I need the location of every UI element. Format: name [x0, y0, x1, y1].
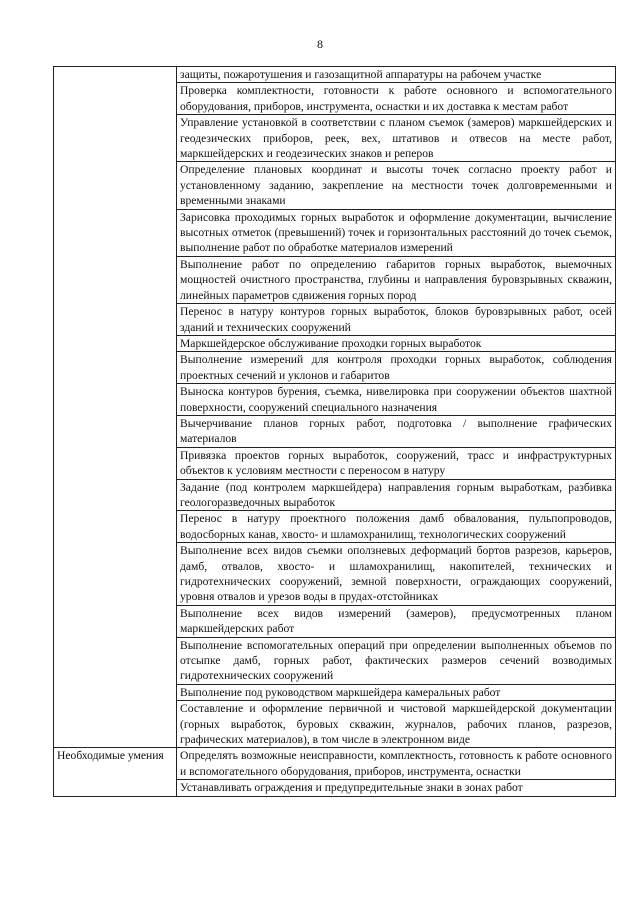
page-number: 8 — [317, 37, 323, 51]
requirement-item: Перенос в натуру проектного положения дамб обвалования, пульпопроводов, водосборных канав, хвосто- и шламохранилищ, технологических сооружений — [177, 511, 616, 543]
requirement-item: Вычерчивание планов горных работ, подготовка / выполнение графических материалов — [177, 415, 616, 447]
requirement-item: Выполнение работ по определению габаритов горных выработок, выемочных мощностей очистного пространства, глубины и направления буровзрывных скважин, линейных параметров сдвижения горных пород — [177, 256, 616, 303]
requirement-item: защиты, пожаротушения и газозащитной аппаратуры на рабочем участке — [177, 67, 616, 83]
requirement-item: Проверка комплектности, готовности к работе основного и вспомогательного оборудования, приборов, инструмента, оснастки и их доставка к местам работ — [177, 83, 616, 115]
requirement-item: Выполнение всех видов измерений (замеров), предусмотренных планом маркшейдерских работ — [177, 605, 616, 637]
table-body — [54, 67, 616, 797]
section-label — [54, 67, 177, 748]
requirement-item: Задание (под контролем маркшейдера) направления горным выработкам, разбивка геологоразведочных выработок — [177, 479, 616, 511]
requirement-item: Привязка проектов горных выработок, сооружений, трасс и инфраструктурных объектов к условиям местности с переносом в натуру — [177, 447, 616, 479]
requirement-item: Устанавливать ограждения и предупредительные знаки в зонах работ — [177, 780, 616, 796]
requirement-item: Выноска контуров бурения, съемка, нивелировка при сооружении объектов шахтной поверхности, сооружений специального назначения — [177, 384, 616, 416]
requirement-item: Выполнение всех видов съемки оползневых деформаций бортов разрезов, карьеров, дамб, отвалов, хвосто- и шламохранилищ, накопителей, технических и гидротехнических сооружений, земной поверхности, ограждающих сооружений, уровня отвалов и урезов воды в прудах-отстойниках — [177, 543, 616, 606]
requirement-item: Зарисовка проходимых горных выработок и оформление документации, вычисление высотных отметок (превышений) точек и горизонтальных расстояний до точек съемок, выполнение работ по обработке материалов измерений — [177, 209, 616, 256]
table-row — [54, 748, 616, 780]
requirement-item: Определение плановых координат и высоты точек согласно проекту работ и установленному заданию, закрепление на местности точек долговременными и временными знаками — [177, 162, 616, 209]
requirement-item: Выполнение вспомогательных операций при определении выполненных объемов по отсыпке дамб, горных работ, фактических размеров сечений возводимых гидротехнических сооружений — [177, 637, 616, 684]
section-label: Необходимые умения — [54, 748, 177, 796]
requirement-item: Выполнение измерений для контроля проходки горных выработок, соблюдения проектных сечений и уклонов и габаритов — [177, 352, 616, 384]
requirement-item: Составление и оформление первичной и чистовой маркшейдерской документации (горных выработок, буровых скважин, журналов, рабочих планов, разрезов, графических материалов), в том числе в электронном виде — [177, 701, 616, 748]
table-row — [54, 67, 616, 83]
requirement-item: Определять возможные неисправности, комплектность, готовность к работе основного и вспомогательного оборудования, приборов, инструмента, оснастки — [177, 748, 616, 780]
requirement-item: Перенос в натуру контуров горных выработок, блоков буровзрывных работ, осей зданий и технических сооружений — [177, 304, 616, 336]
requirement-item: Управление установкой в соответствии с планом съемок (замеров) маркшейдерских и геодезических приборов, реек, вех, штативов и отвесов на месте работ, маркшейдерских и геодезических знаков и реперов — [177, 115, 616, 162]
requirements-table — [53, 66, 616, 797]
requirement-item: Маркшейдерское обслуживание проходки горных выработок — [177, 335, 616, 351]
requirement-item: Выполнение под руководством маркшейдера камеральных работ — [177, 684, 616, 700]
